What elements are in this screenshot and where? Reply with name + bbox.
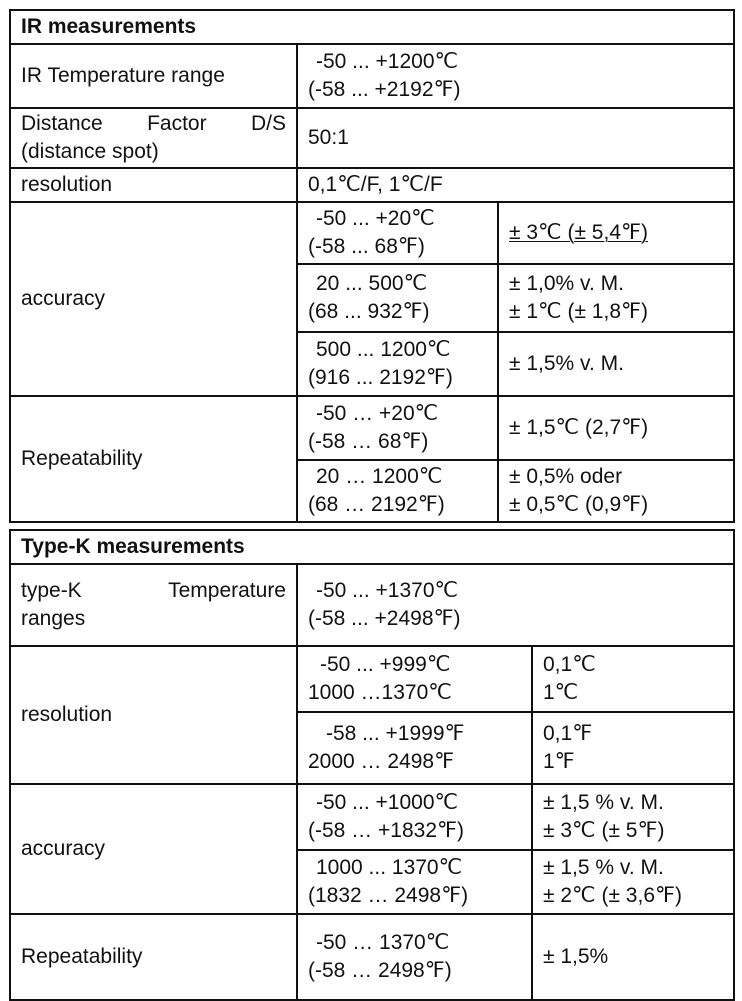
ir-distance-label <box>10 108 297 168</box>
ir-repeatability-label: Repeatability <box>10 396 297 522</box>
range-line: (-58 ... 68℉) <box>308 235 425 258</box>
value-line: ± 0,5% oder <box>509 465 623 488</box>
typek-accuracy-range <box>297 850 532 914</box>
typek-accuracy-label: accuracy <box>10 784 297 914</box>
range-line: (-58 … 2498℉) <box>308 959 452 982</box>
ir-resolution-label: resolution <box>10 168 297 202</box>
range-line: -58 ... +1999℉ <box>326 722 465 745</box>
ir-accuracy-range <box>297 264 498 332</box>
ir-resolution-value: 0,1℃/F, 1℃/F <box>297 168 734 202</box>
range-line: 20 ... 500℃ <box>316 272 428 295</box>
value-line: ± 1,5 % v. M. <box>543 791 664 814</box>
range-line: -50 … +20℃ <box>316 402 439 425</box>
ir-distance-label-line1: Distance Factor D/S <box>21 112 286 135</box>
ir-repeatability-value <box>498 460 734 522</box>
range-line: (916 ... 2192℉) <box>308 366 453 389</box>
ir-measurements-table <box>9 9 735 523</box>
ir-range-value <box>297 44 734 108</box>
typek-measurements-table <box>9 529 735 1001</box>
ir-section-title: IR measurements <box>10 10 734 44</box>
range-line: (-58 … 68℉) <box>308 430 429 453</box>
typek-resolution-value <box>532 646 734 712</box>
typek-resolution-range <box>297 712 532 784</box>
range-line: -50 ... +999℃ <box>320 653 451 676</box>
typek-repeatability-value: ± 1,5% <box>532 914 734 1000</box>
range-line: 20 … 1200℃ <box>316 465 443 488</box>
value-line: ± 1,5% v. M. <box>509 352 624 375</box>
value-line: ± 1,5 % v. M. <box>543 856 664 879</box>
typek-resolution-range <box>297 646 532 712</box>
typek-section-title: Type-K measurements <box>10 530 734 564</box>
ir-range-label: IR Temperature range <box>10 44 297 108</box>
value-line: ± 3℃ (± 5℉) <box>543 819 665 842</box>
typek-range-label <box>10 564 297 646</box>
range-line: 500 ... 1200℃ <box>316 338 451 361</box>
range-line: 1000 ... 1370℃ <box>316 856 463 879</box>
typek-range-value <box>297 564 734 646</box>
typek-accuracy-range <box>297 784 532 850</box>
value-line: ± 1,5℃ (2,7℉) <box>509 416 649 439</box>
value-line: 1℃ <box>543 681 579 704</box>
value-line: ± 1,0% v. M. <box>509 272 624 295</box>
ir-accuracy-value <box>498 202 734 264</box>
typek-resolution-label: resolution <box>10 646 297 784</box>
value-line: ± 0,5℃ (0,9℉) <box>509 493 649 516</box>
range-line: (1832 … 2498℉) <box>308 884 469 907</box>
ir-accuracy-value <box>498 332 734 396</box>
ir-range-celsius: -50 ... +1200℃ <box>316 50 459 73</box>
typek-accuracy-value <box>532 784 734 850</box>
range-line: (-58 … +1832℉) <box>308 819 464 842</box>
ir-range-fahrenheit: (-58 ... +2192℉) <box>308 78 461 101</box>
value-line: 1℉ <box>543 750 575 773</box>
typek-range-label-line1: type-K Temperature <box>21 579 286 602</box>
typek-accuracy-value <box>532 850 734 914</box>
value-line: ± 1℃ (± 1,8℉) <box>509 300 648 323</box>
range-line: -50 ... +1000℃ <box>316 791 459 814</box>
ir-accuracy-label: accuracy <box>10 202 297 396</box>
typek-repeatability-label: Repeatability <box>10 914 297 1000</box>
typek-range-label-line2: ranges <box>21 607 86 630</box>
value-line: ± 2℃ (± 3,6℉) <box>543 884 682 907</box>
ir-repeatability-value <box>498 396 734 460</box>
value-line: 0,1℉ <box>543 722 593 745</box>
ir-repeatability-range <box>297 396 498 460</box>
value-line: ± 3℃ (± 5,4℉) <box>509 221 648 244</box>
ir-accuracy-value <box>498 264 734 332</box>
range-line: -50 ... +1370℃ <box>316 579 459 602</box>
ir-distance-value: 50:1 <box>297 108 734 168</box>
range-line: (68 ... 932℉) <box>308 300 430 323</box>
ir-repeatability-range <box>297 460 498 522</box>
ir-accuracy-range <box>297 332 498 396</box>
range-line: -50 ... +20℃ <box>316 207 435 230</box>
ir-distance-label-line2: (distance spot) <box>21 140 159 163</box>
ir-accuracy-range <box>297 202 498 264</box>
range-line: 1000 …1370℃ <box>308 681 452 704</box>
typek-repeatability-range <box>297 914 532 1000</box>
range-line: -50 … 1370℃ <box>316 931 450 954</box>
range-line: (68 … 2192℉) <box>308 493 445 516</box>
typek-resolution-value <box>532 712 734 784</box>
value-line: 0,1℃ <box>543 653 596 676</box>
range-line: (-58 ... +2498℉) <box>308 607 461 630</box>
range-line: 2000 … 2498℉ <box>308 750 455 773</box>
